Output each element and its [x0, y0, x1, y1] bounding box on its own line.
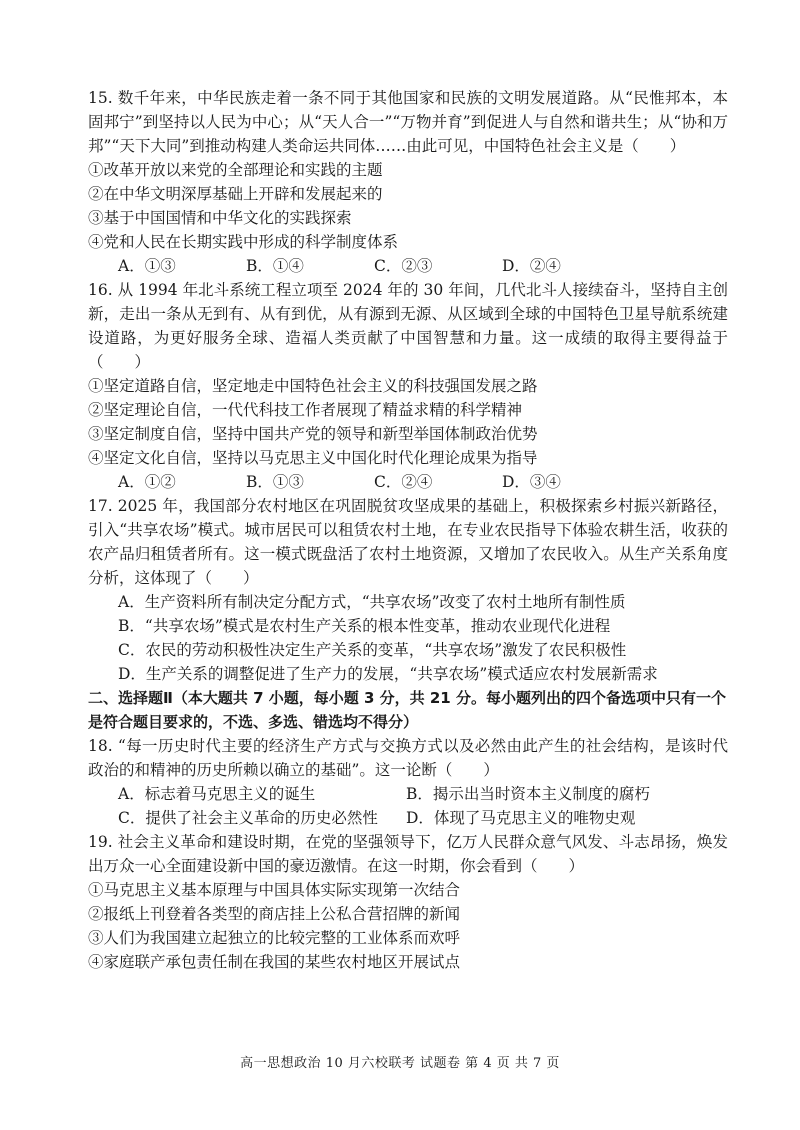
choice-c: C．②③: [374, 257, 433, 275]
choice-c: C．②④: [374, 473, 433, 491]
statement-3: ③基于中国国情和中华文化的实践探索: [88, 209, 352, 227]
choice-d: D．③④: [502, 473, 561, 491]
statement-1: ①坚定道路自信，坚定地走中国特色社会主义的科技强国发展之路: [88, 377, 538, 395]
statement-3: ③人们为我国建立起独立的比较完整的工业体系而欢呼: [88, 929, 461, 947]
statement-2: ②报纸上刊登着各类型的商店挂上公私合营招牌的新闻: [88, 905, 461, 923]
question-15-choices: [88, 254, 728, 278]
questions-body: [88, 86, 728, 974]
statement-4: ④坚定文化自信，坚持以马克思主义中国化时代化理论成果为指导: [88, 449, 538, 467]
statement-2: ②在中华文明深厚基础上开辟和发展起来的: [88, 185, 383, 203]
choice-a: A．生产资料所有制决定分配方式，“共享农场”改变了农村土地所有制性质: [118, 593, 626, 611]
choice-d: D．体现了马克思主义的唯物史观: [406, 809, 636, 827]
choice-c: C．提供了社会主义革命的历史必然性: [118, 809, 378, 827]
choice-b: B．①③: [246, 473, 304, 491]
statement-2: ②坚定理论自信，一代代科技工作者展现了精益求精的科学精神: [88, 401, 523, 419]
question-19: [88, 830, 728, 974]
choice-d: D．生产关系的调整促进了生产力的发展，“共享农场”模式适应农村发展新需求: [118, 665, 658, 683]
page-footer: 高一思想政治 10 月六校联考 试题卷 第 4 页 共 7 页: [240, 1056, 560, 1071]
question-17: [88, 494, 728, 686]
question-15-stem: 15. 数千年来，中华民族走着一条不同于其他国家和民族的文明发展道路。从“民惟邦本，本固邦宁”到坚持以人民为中心；从“天人合一”“万物并育”到促进人与自然和谐共生；从“协和万邦”“天下大同”到推动构建人类命运共同体……由此可见，中国特色社会主义是（ ）: [88, 89, 728, 155]
question-16-stem: 16. 从 1994 年北斗系统工程立项至 2024 年的 30 年间，几代北斗人接续奋斗，坚持自主创新，走出一条从无到有、从有到优，从有源到无源、从区域到全球的中国特色卫星导航系统建设道路，为更好服务全球、造福人类贡献了中国智慧和力量。这一成绩的取得主要得益于（ ）: [88, 281, 728, 371]
question-16: [88, 278, 728, 494]
question-16-choices: [88, 470, 728, 494]
question-17-stem: 17. 2025 年，我国部分农村地区在巩固脱贫攻坚成果的基础上，积极探索乡村振兴新路径，引入“共享农场”模式。城市居民可以租赁农村土地，在专业农民指导下体验农耕生活，收获的农产品归租赁者所有。这一模式既盘活了农村土地资源，又增加了农民收入。从生产关系角度分析，这体现了（ ）: [88, 497, 728, 587]
choice-b: B．“共享农场”模式是农村生产关系的根本性变革，推动农业现代化进程: [118, 617, 611, 635]
question-18: [88, 734, 728, 830]
statement-3: ③坚定制度自信，坚持中国共产党的领导和新型举国体制政治优势: [88, 425, 538, 443]
statement-1: ①改革开放以来党的全部理论和实践的主题: [88, 161, 383, 179]
choice-a: A．①③: [118, 257, 176, 275]
section-heading: 二、选择题Ⅱ（本大题共 7 小题，每小题 3 分，共 21 分。每小题列出的四个备选项中只有一个是符合题目要求的，不选、多选、错选均不得分）: [88, 689, 726, 731]
choice-a: A．①②: [118, 473, 176, 491]
question-18-choices-row-2: [88, 806, 728, 830]
choice-c: C．农民的劳动积极性决定生产关系的变革，“共享农场”激发了农民积极性: [118, 641, 627, 659]
statement-4: ④党和人民在长期实践中形成的科学制度体系: [88, 233, 399, 251]
question-15: [88, 86, 728, 278]
choice-b: B．揭示出当时资本主义制度的腐朽: [406, 785, 650, 803]
question-18-stem: 18. “每一历史时代主要的经济生产方式与交换方式以及必然由此产生的社会结构，是该时代政治的和精神的历史所赖以确立的基础”。这一论断（ ）: [88, 737, 728, 779]
question-18-choices-row-1: [88, 782, 728, 806]
choice-b: B．①④: [246, 257, 304, 275]
question-19-stem: 19. 社会主义革命和建设时期，在党的坚强领导下，亿万人民群众意气风发、斗志昂扬，焕发出万众一心全面建设新中国的豪迈激情。在这一时期，你会看到（ ）: [88, 833, 728, 875]
statement-1: ①马克思主义基本原理与中国具体实际实现第一次结合: [88, 881, 461, 899]
choice-a: A．标志着马克思主义的诞生: [118, 785, 316, 803]
statement-4: ④家庭联产承包责任制在我国的某些农村地区开展试点: [88, 953, 461, 971]
choice-d: D．②④: [502, 257, 561, 275]
